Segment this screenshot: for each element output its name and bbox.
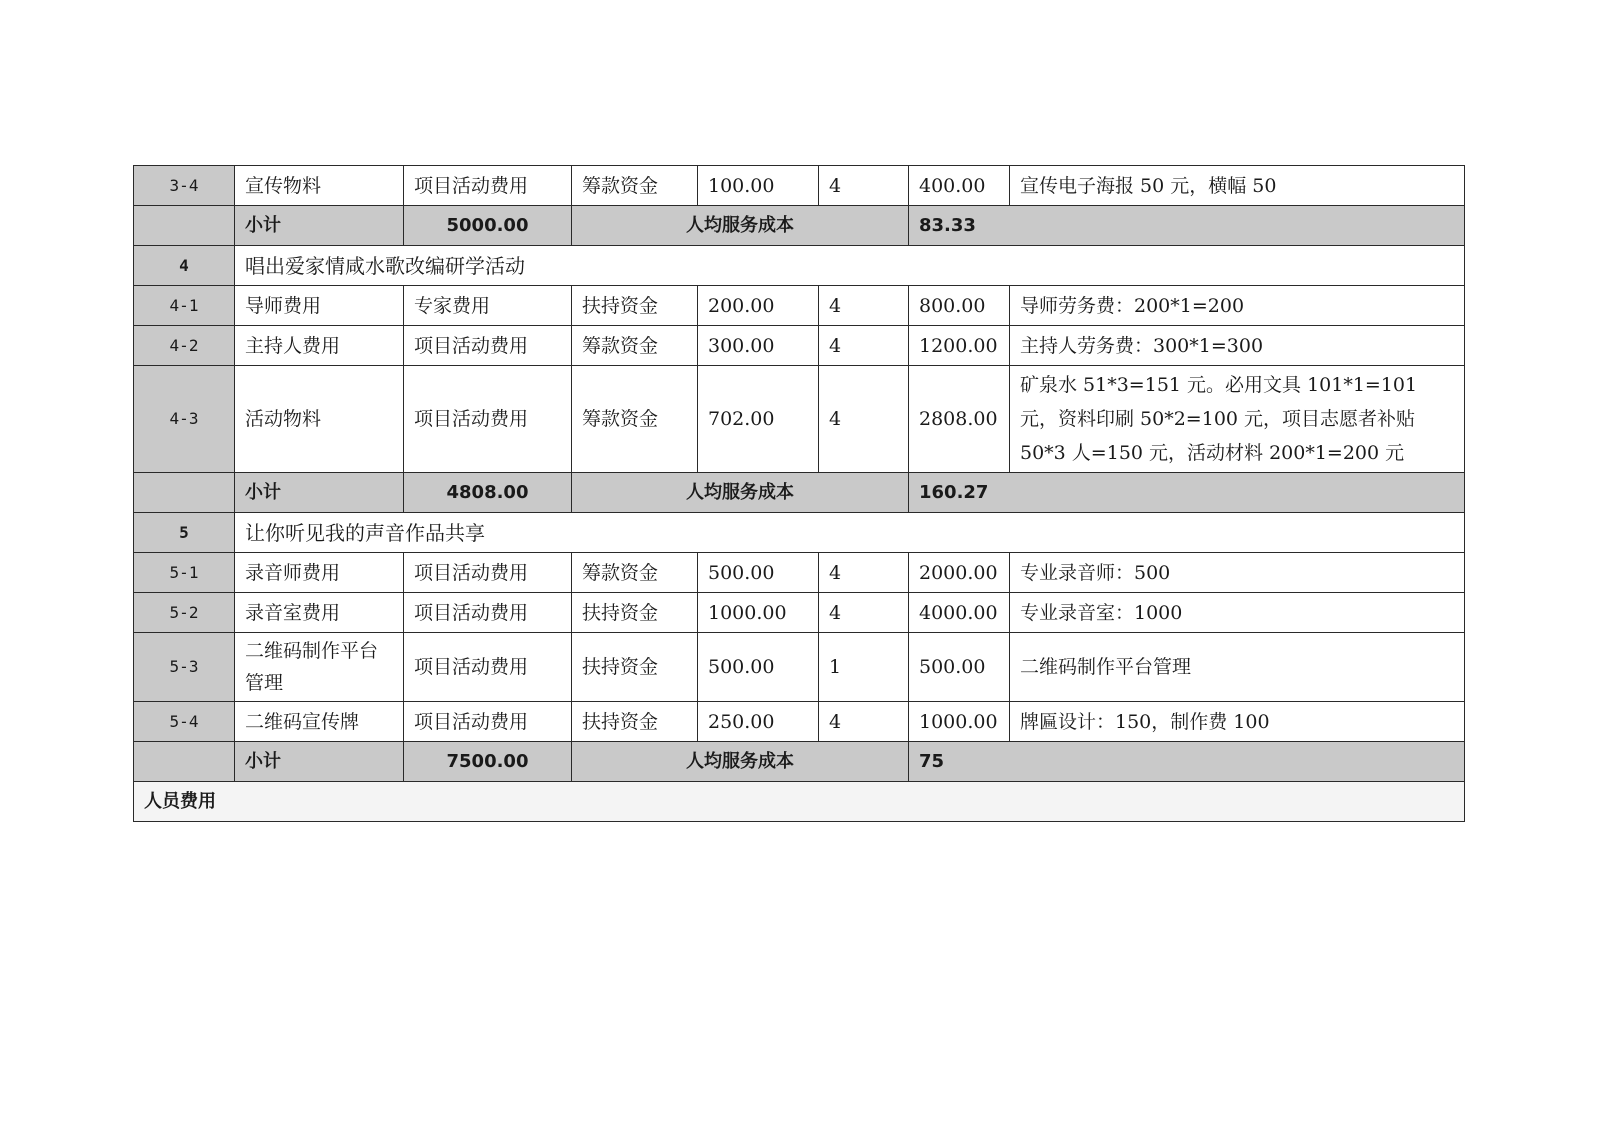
section-title: 唱出爱家情咸水歌改编研学活动 xyxy=(235,246,1465,286)
item-source: 筹款资金 xyxy=(572,553,698,593)
item-quantity: 4 xyxy=(819,366,909,473)
subtotal-row xyxy=(134,473,1465,513)
subtotal-label: 小计 xyxy=(235,206,404,246)
item-name: 二维码宣传牌 xyxy=(235,702,404,742)
item-unit-price: 500.00 xyxy=(698,633,819,702)
item-number: 4-3 xyxy=(134,366,235,473)
item-note: 牌匾设计：150，制作费 100 xyxy=(1010,702,1465,742)
item-name: 宣传物料 xyxy=(235,166,404,206)
item-type: 项目活动费用 xyxy=(404,166,572,206)
item-note: 二维码制作平台管理 xyxy=(1010,633,1465,702)
item-source: 扶持资金 xyxy=(572,702,698,742)
item-type: 项目活动费用 xyxy=(404,553,572,593)
item-source: 扶持资金 xyxy=(572,286,698,326)
item-total: 1200.00 xyxy=(909,326,1010,366)
item-type: 项目活动费用 xyxy=(404,326,572,366)
table-row xyxy=(134,326,1465,366)
item-note: 专业录音室：1000 xyxy=(1010,593,1465,633)
item-unit-price: 1000.00 xyxy=(698,593,819,633)
item-total: 2808.00 xyxy=(909,366,1010,473)
subtotal-label: 小计 xyxy=(235,473,404,513)
item-unit-price: 300.00 xyxy=(698,326,819,366)
item-source: 筹款资金 xyxy=(572,366,698,473)
item-type: 项目活动费用 xyxy=(404,633,572,702)
item-quantity: 1 xyxy=(819,633,909,702)
item-number: 5-2 xyxy=(134,593,235,633)
item-total: 2000.00 xyxy=(909,553,1010,593)
item-number: 4-2 xyxy=(134,326,235,366)
item-quantity: 4 xyxy=(819,166,909,206)
table-row xyxy=(134,702,1465,742)
avg-cost-label: 人均服务成本 xyxy=(572,742,909,782)
item-source: 筹款资金 xyxy=(572,326,698,366)
item-note: 专业录音师：500 xyxy=(1010,553,1465,593)
item-number: 5-1 xyxy=(134,553,235,593)
item-name: 二维码制作平台管理 xyxy=(235,633,404,702)
item-note: 矿泉水 51*3=151 元。必用文具 101*1=101 元，资料印刷 50*2=100 元，项目志愿者补贴 50*3 人=150 元，活动材料 200*1=200 元 xyxy=(1010,366,1465,473)
avg-cost-value: 83.33 xyxy=(909,206,1465,246)
personnel-cost-label: 人员费用 xyxy=(134,782,1465,822)
item-unit-price: 500.00 xyxy=(698,553,819,593)
subtotal-row xyxy=(134,742,1465,782)
personnel-cost-row xyxy=(134,782,1465,822)
section-title: 让你听见我的声音作品共享 xyxy=(235,513,1465,553)
item-number: 4-1 xyxy=(134,286,235,326)
item-unit-price: 100.00 xyxy=(698,166,819,206)
table-row xyxy=(134,366,1465,473)
item-unit-price: 250.00 xyxy=(698,702,819,742)
item-type: 项目活动费用 xyxy=(404,366,572,473)
section-row xyxy=(134,246,1465,286)
subtotal-row xyxy=(134,206,1465,246)
subtotal-amount: 7500.00 xyxy=(404,742,572,782)
item-name: 活动物料 xyxy=(235,366,404,473)
subtotal-blank xyxy=(134,742,235,782)
section-number: 4 xyxy=(134,246,235,286)
item-total: 500.00 xyxy=(909,633,1010,702)
item-type: 项目活动费用 xyxy=(404,593,572,633)
item-quantity: 4 xyxy=(819,702,909,742)
item-name: 录音师费用 xyxy=(235,553,404,593)
avg-cost-label: 人均服务成本 xyxy=(572,206,909,246)
item-quantity: 4 xyxy=(819,593,909,633)
budget-table xyxy=(133,165,1465,822)
item-quantity: 4 xyxy=(819,553,909,593)
item-name: 录音室费用 xyxy=(235,593,404,633)
table-row xyxy=(134,633,1465,702)
item-source: 筹款资金 xyxy=(572,166,698,206)
item-number: 5-3 xyxy=(134,633,235,702)
table-row xyxy=(134,553,1465,593)
subtotal-blank xyxy=(134,473,235,513)
table-row xyxy=(134,286,1465,326)
subtotal-label: 小计 xyxy=(235,742,404,782)
item-note: 宣传电子海报 50 元，横幅 50 xyxy=(1010,166,1465,206)
subtotal-amount: 5000.00 xyxy=(404,206,572,246)
item-note: 主持人劳务费：300*1=300 xyxy=(1010,326,1465,366)
item-source: 扶持资金 xyxy=(572,633,698,702)
avg-cost-value: 160.27 xyxy=(909,473,1465,513)
item-name: 导师费用 xyxy=(235,286,404,326)
item-total: 1000.00 xyxy=(909,702,1010,742)
item-source: 扶持资金 xyxy=(572,593,698,633)
item-number: 3-4 xyxy=(134,166,235,206)
item-quantity: 4 xyxy=(819,326,909,366)
subtotal-amount: 4808.00 xyxy=(404,473,572,513)
item-type: 项目活动费用 xyxy=(404,702,572,742)
item-name: 主持人费用 xyxy=(235,326,404,366)
table-row xyxy=(134,593,1465,633)
item-note: 导师劳务费：200*1=200 xyxy=(1010,286,1465,326)
item-number: 5-4 xyxy=(134,702,235,742)
table-row xyxy=(134,166,1465,206)
item-total: 400.00 xyxy=(909,166,1010,206)
avg-cost-value: 75 xyxy=(909,742,1465,782)
item-quantity: 4 xyxy=(819,286,909,326)
item-total: 800.00 xyxy=(909,286,1010,326)
item-total: 4000.00 xyxy=(909,593,1010,633)
item-unit-price: 702.00 xyxy=(698,366,819,473)
subtotal-blank xyxy=(134,206,235,246)
avg-cost-label: 人均服务成本 xyxy=(572,473,909,513)
item-type: 专家费用 xyxy=(404,286,572,326)
section-row xyxy=(134,513,1465,553)
section-number: 5 xyxy=(134,513,235,553)
item-unit-price: 200.00 xyxy=(698,286,819,326)
